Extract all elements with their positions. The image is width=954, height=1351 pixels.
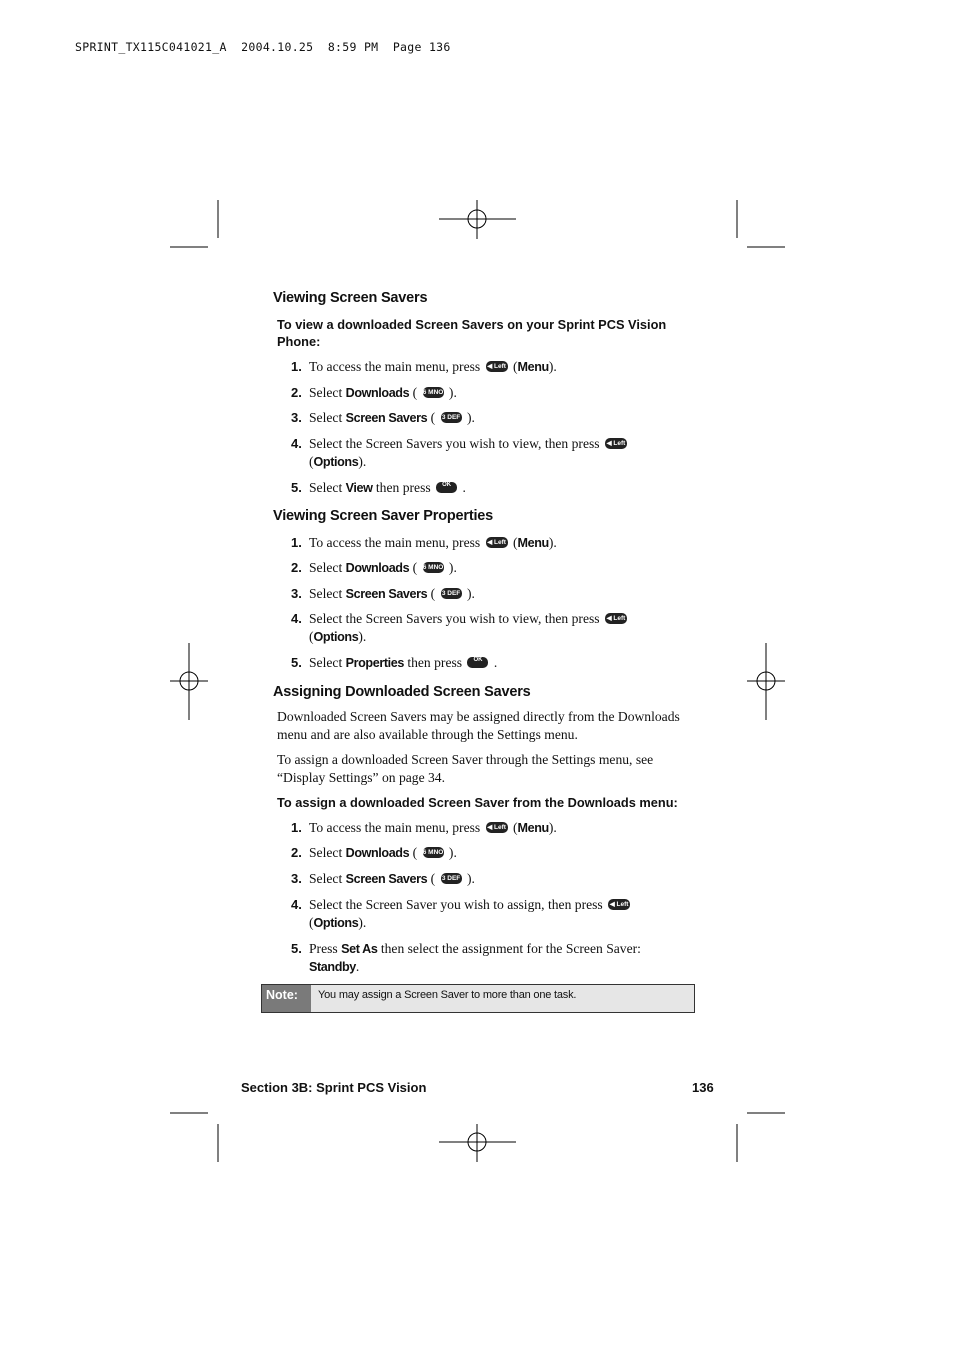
menu-key-icon: ◀ Left [609, 901, 629, 909]
key-3-icon: 3 DEF [441, 590, 461, 598]
key-3-icon: 3 DEF [441, 414, 461, 422]
intro-assigning: To assign a downloaded Screen Saver from the Downloads menu: [277, 795, 678, 810]
footer-section: Section 3B: Sprint PCS Vision [241, 1080, 427, 1095]
menu-key-icon: ◀ Left [487, 824, 506, 832]
heading-assigning: Assigning Downloaded Screen Savers [273, 684, 531, 700]
menu-key-icon: ◀ Left [606, 615, 626, 623]
note-box [261, 984, 695, 1013]
key-6-icon: 6 MNO [422, 564, 444, 572]
note-text: You may assign a Screen Saver to more than one task. [318, 989, 577, 1001]
footer-page-number: 136 [692, 1080, 714, 1095]
note-label: Note: [262, 985, 311, 1012]
menu-key-icon: ◀ Left [487, 539, 506, 547]
ok-key-icon: OK [436, 482, 457, 493]
key-6-icon: 6 MNO [422, 389, 444, 397]
key-3-icon: 3 DEF [441, 875, 461, 883]
heading-viewing-properties: Viewing Screen Saver Properties [273, 508, 494, 524]
key-6-icon: 6 MNO [422, 849, 444, 857]
menu-key-icon: ◀ Left [487, 363, 506, 371]
menu-key-icon: ◀ Left [606, 440, 626, 448]
slug-line: SPRINT_TX115C041021_A 2004.10.25 8:59 PM Page 136 [75, 40, 451, 54]
paragraph: To assign a downloaded Screen Saver through the Settings menu, see “Display Settings” on page 34. [277, 752, 654, 785]
ok-key-icon: OK [467, 657, 488, 668]
paragraph: Downloaded Screen Savers may be assigned directly from the Downloads menu and are also available through the Settings menu. [277, 709, 680, 742]
intro-viewing: To view a downloaded Screen Savers on your Sprint PCS Vision Phone: [277, 317, 667, 349]
heading-viewing-screen-savers: Viewing Screen Savers [273, 290, 428, 306]
